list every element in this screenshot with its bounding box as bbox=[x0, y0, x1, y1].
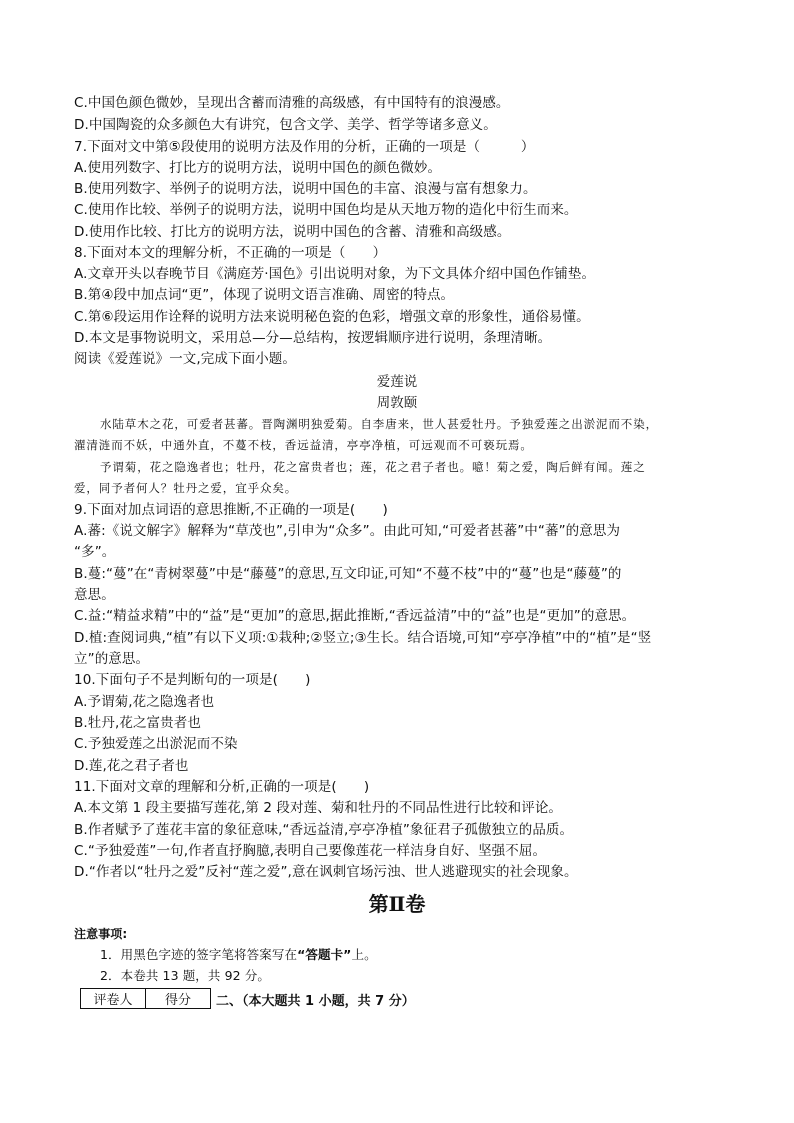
option-line: C.“予独爱莲”一句,作者直抒胸臆,表明自己要像莲花一样洁身自好、坚强不屈。 bbox=[74, 843, 547, 859]
essay-title: 爱莲说 bbox=[376, 374, 418, 390]
option-line: D.莲,花之君子者也 bbox=[74, 758, 189, 774]
score-cell: 得分 bbox=[146, 989, 211, 1009]
option-line: A.使用列数字、打比方的说明方法，说明中国色的颜色微妙。 bbox=[74, 160, 442, 176]
notice-item-1-end: 上。 bbox=[351, 947, 377, 962]
option-line: A.蕃:《说文解字》解释为“草茂也”,引申为“众多”。由此可知,“可爱者甚蕃”中“蕃”的意思为 bbox=[74, 523, 621, 539]
option-line: D.中国陶瓷的众多颜色大有讲究，包含文学、美学、哲学等诸多意义。 bbox=[74, 117, 497, 133]
question-line: 9.下面对加点词语的意思推断,不正确的一项是( ) bbox=[74, 502, 388, 518]
reading-instruction: 阅读《爱莲说》一文,完成下面小题。 bbox=[74, 351, 296, 367]
option-line: “多”。 bbox=[74, 544, 116, 560]
option-line: C.益:“精益求精”中的“益”是“更加”的意思,据此推断,“香远益清”中的“益”也是“更加”的意思。 bbox=[74, 608, 636, 624]
essay-paragraph: 爱，同予者何人？牡丹之爱，宜乎众矣。 bbox=[74, 481, 298, 495]
option-line: A.文章开头以春晚节目《满庭芳·国色》引出说明对象，为下文具体介绍中国色作铺垫。 bbox=[74, 266, 596, 282]
section-title: 第Ⅱ卷 bbox=[368, 892, 426, 916]
notice-item-1-text: 1．用黑色字迹的签字笔将答案写在 bbox=[100, 947, 298, 962]
notice-label: 注意事项: bbox=[74, 927, 128, 941]
option-line: A.本文第 1 段主要描写莲花,第 2 段对莲、菊和牡丹的不同品性进行比较和评论。 bbox=[74, 800, 563, 816]
option-line: C.予独爱莲之出淤泥而不染 bbox=[74, 736, 238, 752]
score-table bbox=[80, 988, 211, 1009]
answer-card-label: “答题卡” bbox=[297, 947, 352, 962]
essay-paragraph: 予谓菊，花之隐逸者也；牡丹，花之富贵者也；莲，花之君子者也。噫！菊之爱，陶后鲜有闻。莲之 bbox=[100, 460, 646, 474]
option-line: C.第⑥段运用作诠释的说明方法来说明秘色瓷的色彩，增强文章的形象性，通俗易懂。 bbox=[74, 309, 590, 325]
option-line: C.中国色颜色微妙，呈现出含蓄而清雅的高级感，有中国特有的浪漫感。 bbox=[74, 95, 510, 111]
question-line: 8.下面对本文的理解分析，不正确的一项是（ ） bbox=[74, 245, 387, 261]
option-line: B.第④段中加点词“更”，体现了说明文语言准确、周密的特点。 bbox=[74, 287, 455, 303]
question-line: 7.下面对文中第⑤段使用的说明方法及作用的分析，正确的一项是（ ） bbox=[74, 139, 535, 155]
notice-item-2: 2．本卷共 13 题，共 92 分。 bbox=[100, 968, 270, 983]
option-line: B.牡丹,花之富贵者也 bbox=[74, 715, 201, 731]
question-line: 10.下面句子不是判断句的一项是( ) bbox=[74, 672, 311, 688]
essay-author: 周敦颐 bbox=[376, 395, 418, 411]
essay-paragraph: 濯清涟而不妖，中通外直，不蔓不枝，香远益清，亭亭净植，可远观而不可亵玩焉。 bbox=[74, 438, 533, 452]
option-line: D.植:查阅词典,“植”有以下义项:①栽种;②竖立;③生长。结合语境,可知“亭亭净植”中的“植”是“竖 bbox=[74, 630, 652, 646]
option-line: 立”的意思。 bbox=[74, 651, 150, 667]
reviewer-cell: 评卷人 bbox=[81, 989, 146, 1009]
option-line: D.使用作比较、打比方的说明方法，说明中国色的含蓄、清雅和高级感。 bbox=[74, 224, 511, 240]
option-line: C.使用作比较、举例子的说明方法，说明中国色均是从天地万物的造化中衍生而来。 bbox=[74, 202, 578, 218]
option-line: A.予谓菊,花之隐逸者也 bbox=[74, 694, 215, 710]
option-line: B.蔓:“蔓”在“青树翠蔓”中是“藤蔓”的意思,互文印证,可知“不蔓不枝”中的“蔓”也是“藤蔓”的 bbox=[74, 566, 622, 582]
option-line: 意思。 bbox=[74, 587, 115, 603]
essay-paragraph: 水陆草木之花，可爱者甚蕃。晋陶渊明独爱菊。自李唐来，世人甚爱牡丹。予独爱莲之出淤泥而不染， bbox=[100, 417, 658, 431]
notice-item-1 bbox=[100, 945, 377, 965]
option-line: D.“作者以“牡丹之爱”反衬“莲之爱”,意在讽刺官场污浊、世人逃避现实的社会现象。 bbox=[74, 864, 578, 880]
question-line: 11.下面对文章的理解和分析,正确的一项是( ) bbox=[74, 779, 370, 795]
option-line: B.作者赋予了莲花丰富的象征意味,“香远益清,亭亭净植”象征君子孤傲独立的品质。 bbox=[74, 822, 574, 838]
option-line: D.本文是事物说明文，采用总—分—总结构，按逻辑顺序进行说明，条理清晰。 bbox=[74, 330, 552, 346]
option-line: B.使用列数字、举例子的说明方法，说明中国色的丰富、浪漫与富有想象力。 bbox=[74, 181, 537, 197]
part-two-heading: 二、（本大题共 1 小题，共 7 分） bbox=[216, 994, 415, 1009]
